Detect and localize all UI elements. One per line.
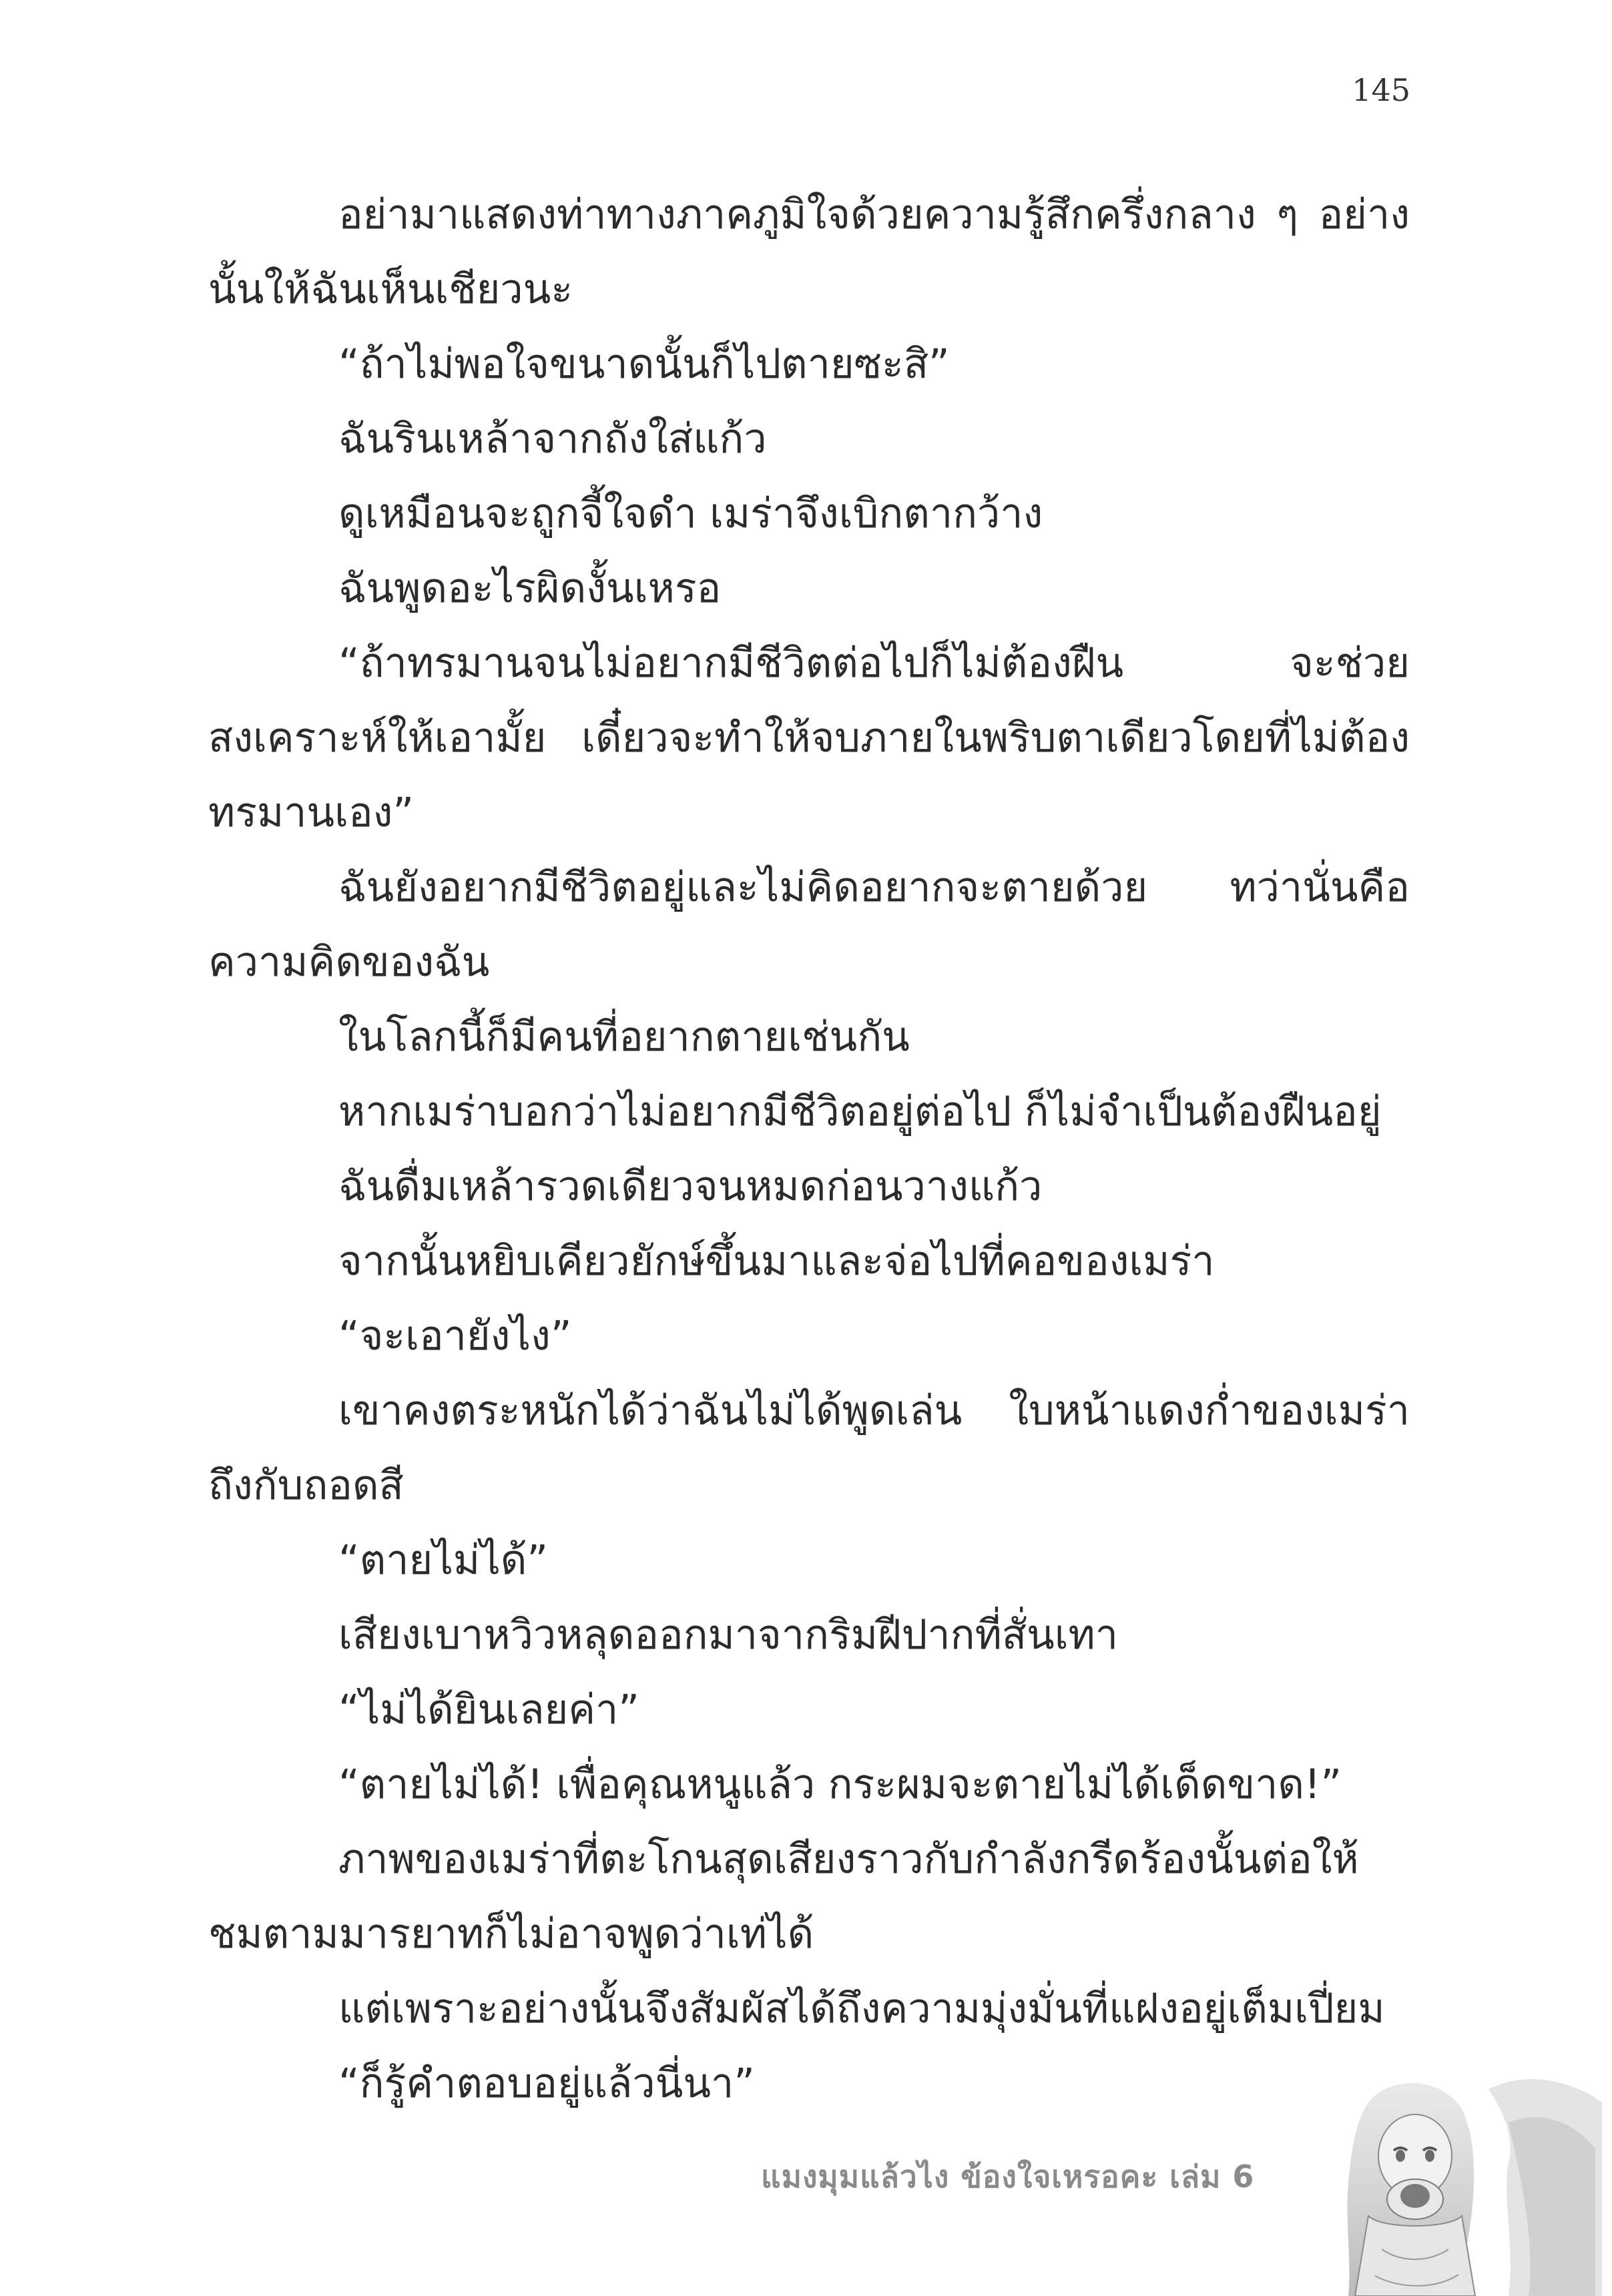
paragraph: จากนั้นหยิบเคียวยักษ์ขึ้นมาและจ่อไปที่คอของเมร่า (338, 1237, 1215, 1285)
character-illustration (1288, 2062, 1609, 2296)
paragraph: ฉันรินเหล้าจากถังใส่แก้ว (338, 415, 767, 463)
paragraph: แต่เพราะอย่างนั้นจึงสัมผัสได้ถึงความมุ่งมั่นที่แฝงอยู่เต็มเปี่ยม (338, 1985, 1385, 2032)
paragraph: “ตายไม่ได้! เพื่อคุณหนูแล้ว กระผมจะตายไม่ได้เด็ดขาด!” (338, 1761, 1342, 1808)
paragraph: เสียงเบาหวิวหลุดออกมาจากริมฝีปากที่สั่นเทา (338, 1611, 1119, 1659)
paragraph: “ก็รู้คำตอบอยู่แล้วนี่นา” (338, 2060, 755, 2107)
book-title-footer: แมงมุมแล้วไง ข้องใจเหรอคะ เล่ม 6 (761, 2159, 1255, 2195)
paragraph: ดูเหมือนจะถูกจี้ใจดำ เมร่าจึงเบิกตากว้าง (338, 490, 1043, 537)
body-text (208, 178, 1410, 2121)
paragraph: ฉันดื่มเหล้ารวดเดียวจนหมดก่อนวางแก้ว (338, 1163, 1043, 1210)
paragraph: “จะเอายังไง” (338, 1312, 572, 1360)
paragraph: “ตายไม่ได้” (338, 1536, 548, 1584)
paragraph: ภาพของเมร่าที่ตะโกนสุดเสียงราวกับกำลังกรีดร้องนั้นต่อให้ชมตามมารยาทก็ไม่อาจพูดว่าเท่ได้ (208, 1835, 1359, 1958)
paragraph: เขาคงตระหนักได้ว่าฉันไม่ได้พูดเล่น ใบหน้าแดงก่ำของเมร่าถึงกับถอดสี (208, 1387, 1410, 1509)
paragraph: “ถ้าทรมานจนไม่อยากมีชีวิตต่อไปก็ไม่ต้องฝืน จะช่วยสงเคราะห์ให้เอามั้ย เดี๋ยวจะทำให้จบภายในพริบตาเดียวโดยที่ไม่ต้องทรมานเอง” (208, 639, 1410, 836)
paragraph: “ถ้าไม่พอใจขนาดนั้นก็ไปตายซะสิ” (338, 340, 950, 388)
paragraph: “ไม่ได้ยินเลยค่า” (338, 1686, 639, 1733)
paragraph: หากเมร่าบอกว่าไม่อยากมีชีวิตอยู่ต่อไป ก็ไม่จำเป็นต้องฝืนอยู่ (338, 1088, 1382, 1135)
paragraph: ฉันพูดอะไรผิดงั้นเหรอ (338, 565, 722, 612)
paragraph: ในโลกนี้ก็มีคนที่อยากตายเช่นกัน (338, 1013, 910, 1061)
page-number: 145 (1352, 72, 1410, 108)
paragraph: ฉันยังอยากมีชีวิตอยู่และไม่คิดอยากจะตายด้วย ทว่านั่นคือความคิดของฉัน (208, 864, 1410, 986)
paragraph: อย่ามาแสดงท่าทางภาคภูมิใจด้วยความรู้สึกครึ่งกลาง ๆ อย่างนั้นให้ฉันเห็นเชียวนะ (208, 191, 1410, 313)
